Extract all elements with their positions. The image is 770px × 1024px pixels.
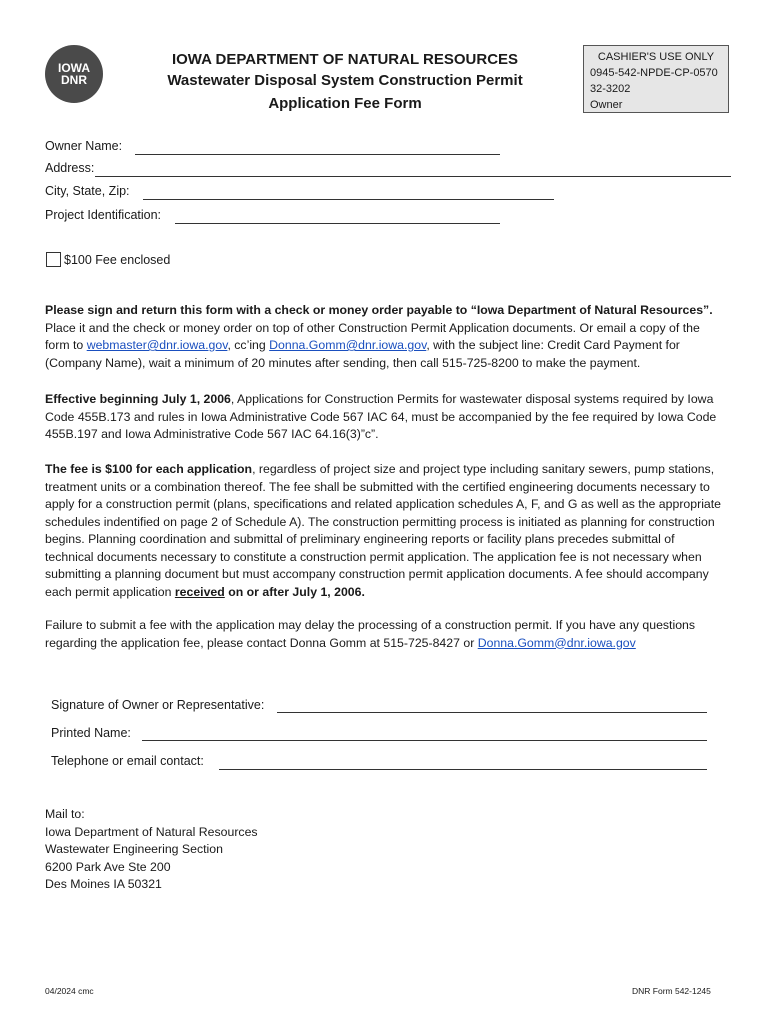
project-id-field[interactable] <box>175 223 500 224</box>
instructions-bold: Please sign and return this form with a check or money order payable to “Iowa Department of Natural Resources”. <box>45 303 713 317</box>
owner-name-field[interactable] <box>135 154 500 155</box>
mail-heading: Mail to: <box>45 807 85 821</box>
webmaster-email-link[interactable]: webmaster@dnr.iowa.gov <box>86 338 228 352</box>
donna-email-link-2[interactable]: Donna.Gomm@dnr.iowa.gov <box>477 635 636 650</box>
form-title-line1: Wastewater Disposal System Construction Permit <box>167 72 523 89</box>
cashier-heading: CASHIER'S USE ONLY <box>597 51 715 63</box>
fee-text: , regardless of project size and project type including sanitary sewers, pump stations, treatment units or a combination thereof. The fee shall be submitted with the certified engineering documents necessary to apply for a construction permit (plans, specifications and related application schedules A, F, and G as well as the appropriate schedules indentified on page 2 of Schedule A). The construction permitting process is initiated as planning for construction begins. Planning coordination and submittal of preliminary engineering reports or facility plans precedes submittal of technical documents necessary to constitute a construction permit application. The application fee is not necessary when submitting a planning document but must accompany construction permit application documents. A fee should accompany each permit application <box>45 462 722 599</box>
instructions-text3: , with the subject line: Credit Card Payment for (Company Name), wait a minimum of 20 minutes after sending, then call 515-725-8200 to make the payment. <box>45 338 680 370</box>
city-state-zip-label: City, State, Zip: <box>45 184 130 198</box>
instructions-text1: Place it and the check or money order on top of other Construction Permit Application documents. Or email a copy of the form to <box>45 320 700 352</box>
owner-name-label: Owner Name: <box>45 139 123 153</box>
donna-email-link[interactable]: Donna.Gomm@dnr.iowa.gov <box>269 338 427 352</box>
cashier-box <box>583 45 729 113</box>
footer-date: 04/2024 cmc <box>45 986 94 996</box>
printed-name-field[interactable] <box>142 740 707 741</box>
received-underlined: received <box>174 584 225 599</box>
instructions-paragraph <box>45 302 725 372</box>
mail-line4: Des Moines IA 50321 <box>45 877 162 891</box>
mail-line2: Wastewater Engineering Section <box>45 842 223 856</box>
footer-form-number: DNR Form 542-1245 <box>632 986 711 996</box>
effective-bold: Effective beginning July 1, 2006 <box>45 392 231 406</box>
contact-field[interactable] <box>219 769 707 770</box>
effective-text: , Applications for Construction Permits for wastewater disposal systems required by Iowa Code 455B.173 and rules in Iowa Administrative Code 567 IAC 64, must be accompanied by the fee required by Iowa Code 455B.197 and Iowa Administrative Code 567 IAC 64.16(3)”c”. <box>45 392 717 441</box>
failure-text: Failure to submit a fee with the application may delay the processing of a construction permit. If you have any questions regarding the application fee, please contact Donna Gomm at 515-725-8427 or <box>45 618 696 650</box>
logo-line2: DNR <box>61 73 87 87</box>
fee-enclosed-label: $100 Fee enclosed <box>64 253 171 267</box>
printed-name-label: Printed Name: <box>51 726 131 740</box>
instructions-text2: , cc’ing <box>227 338 270 352</box>
contact-label: Telephone or email contact: <box>51 754 204 768</box>
iowa-dnr-logo <box>45 45 103 103</box>
mail-line1: Iowa Department of Natural Resources <box>45 824 258 839</box>
city-state-zip-field[interactable] <box>143 199 554 200</box>
signature-field[interactable] <box>277 712 707 713</box>
failure-paragraph <box>45 617 725 652</box>
fee-paragraph <box>45 461 725 601</box>
agency-name: IOWA DEPARTMENT OF NATURAL RESOURCES <box>171 51 519 68</box>
address-label: Address: <box>45 161 95 175</box>
mail-line3: 6200 Park Ave Ste 200 <box>45 859 171 874</box>
fee-bold-end: on or after July 1, 2006. <box>224 584 365 599</box>
form-title-line2: Application Fee Form <box>268 95 422 112</box>
cashier-line1: 0945-542-NPDE-CP-0570 <box>590 67 718 79</box>
cashier-line2: 32-3202 <box>590 83 631 95</box>
project-id-label: Project Identification: <box>45 208 162 222</box>
effective-paragraph <box>45 391 725 444</box>
logo-line1: IOWA <box>58 61 90 75</box>
mail-to-block <box>45 806 445 894</box>
title-block <box>145 50 545 115</box>
fee-bold: The fee is $100 for each application <box>45 462 253 476</box>
fee-enclosed-checkbox[interactable] <box>46 252 61 267</box>
signature-label: Signature of Owner or Representative: <box>51 698 265 712</box>
address-field[interactable] <box>95 176 731 177</box>
cashier-line3: Owner <box>590 99 623 111</box>
